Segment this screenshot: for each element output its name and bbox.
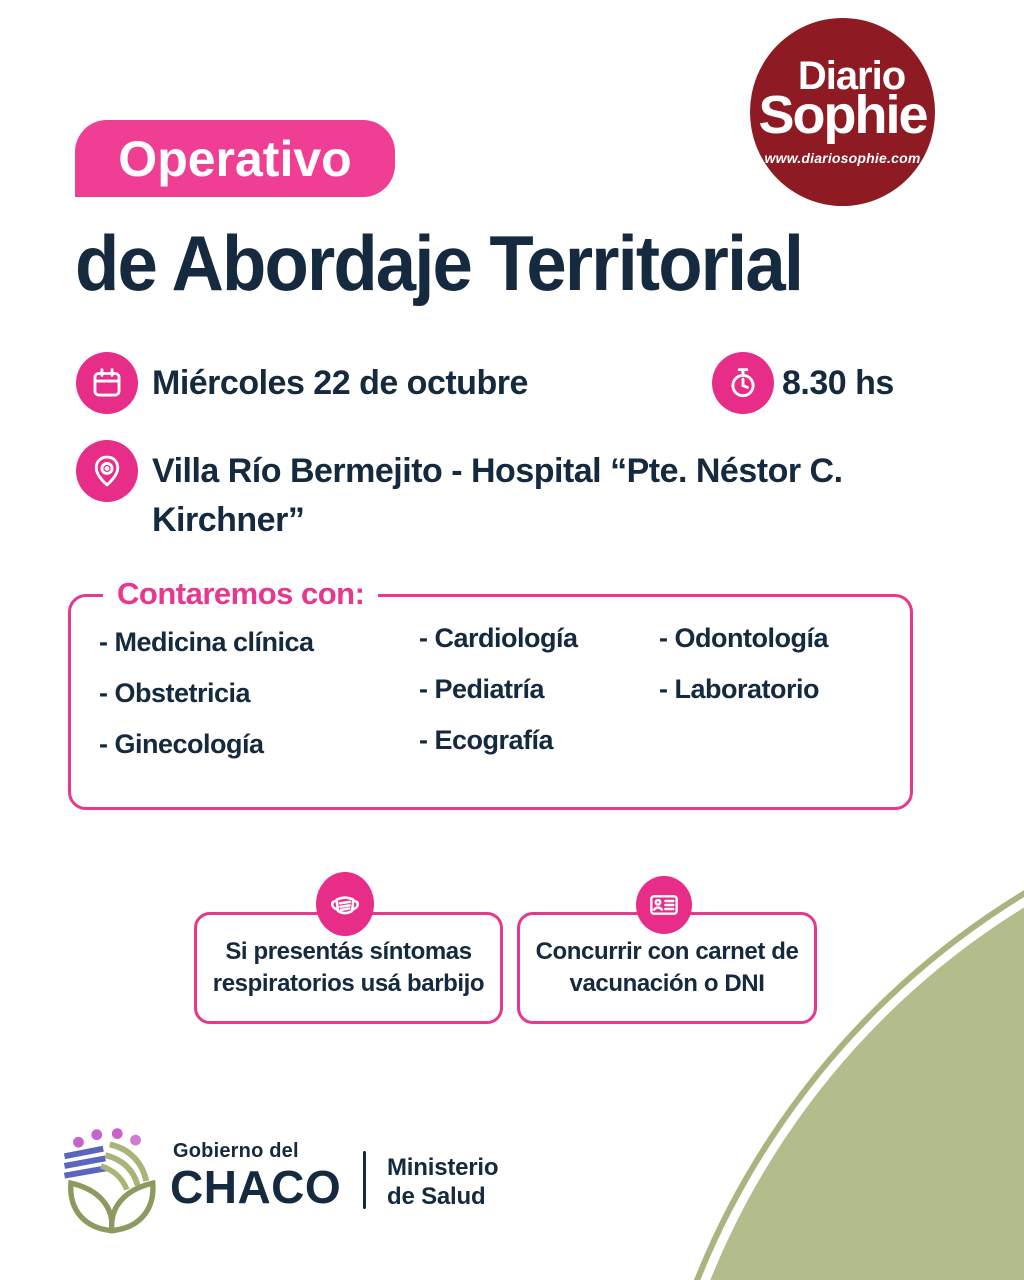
operativo-badge: Operativo	[75, 120, 395, 197]
clock-icon	[712, 352, 774, 414]
corner-circle-fill	[654, 791, 1024, 1280]
service-item: - Pediatría	[419, 674, 545, 704]
gov-chaco-label: CHACO	[170, 1161, 342, 1213]
id-card-icon	[636, 876, 692, 934]
service-item: - Odontología	[659, 623, 828, 653]
ministry-line2: de Salud	[387, 1183, 486, 1211]
services-box	[68, 576, 913, 810]
ministry-label	[387, 1153, 498, 1212]
service-item: - Laboratorio	[659, 674, 819, 704]
page-title: de Abordaje Territorial	[75, 219, 803, 307]
service-item: - Ginecología	[99, 729, 264, 759]
calendar-icon	[76, 352, 138, 414]
ministry-line1: Ministerio	[387, 1154, 499, 1181]
logo-word-sophie: Sophie	[758, 85, 927, 146]
footer-divider	[363, 1151, 366, 1209]
notice-mask-text: Si presentás síntomas respiratorios usá barbijo	[212, 938, 485, 997]
services-legend: Contaremos con:	[103, 576, 378, 612]
diario-sophie-logo	[750, 18, 935, 206]
services-grid	[99, 623, 899, 760]
service-item: - Obstetricia	[99, 678, 251, 708]
chaco-emblem-icon	[60, 1125, 168, 1242]
service-item: - Cardiología	[419, 623, 578, 653]
gov-small-label: Gobierno del	[173, 1140, 299, 1162]
location-pin-icon	[76, 440, 138, 502]
logo-url: www.diariosophie.com	[764, 149, 921, 166]
service-item: - Ecografía	[419, 725, 554, 755]
services-column-3	[659, 623, 899, 760]
event-location: Villa Río Bermejito - Hospital “Pte. Néstor C. Kirchner”	[152, 452, 843, 540]
notice-id-text: Concurrir con carnet de vacunación o DNI	[535, 938, 799, 997]
event-time: 8.30 hs	[782, 364, 894, 402]
service-item: - Medicina clínica	[99, 627, 314, 657]
services-column-1	[99, 627, 419, 760]
mask-icon	[316, 872, 374, 936]
logo-word-diario: Diario	[797, 54, 906, 99]
event-date: Miércoles 22 de octubre	[152, 364, 528, 402]
services-column-2	[419, 623, 659, 760]
